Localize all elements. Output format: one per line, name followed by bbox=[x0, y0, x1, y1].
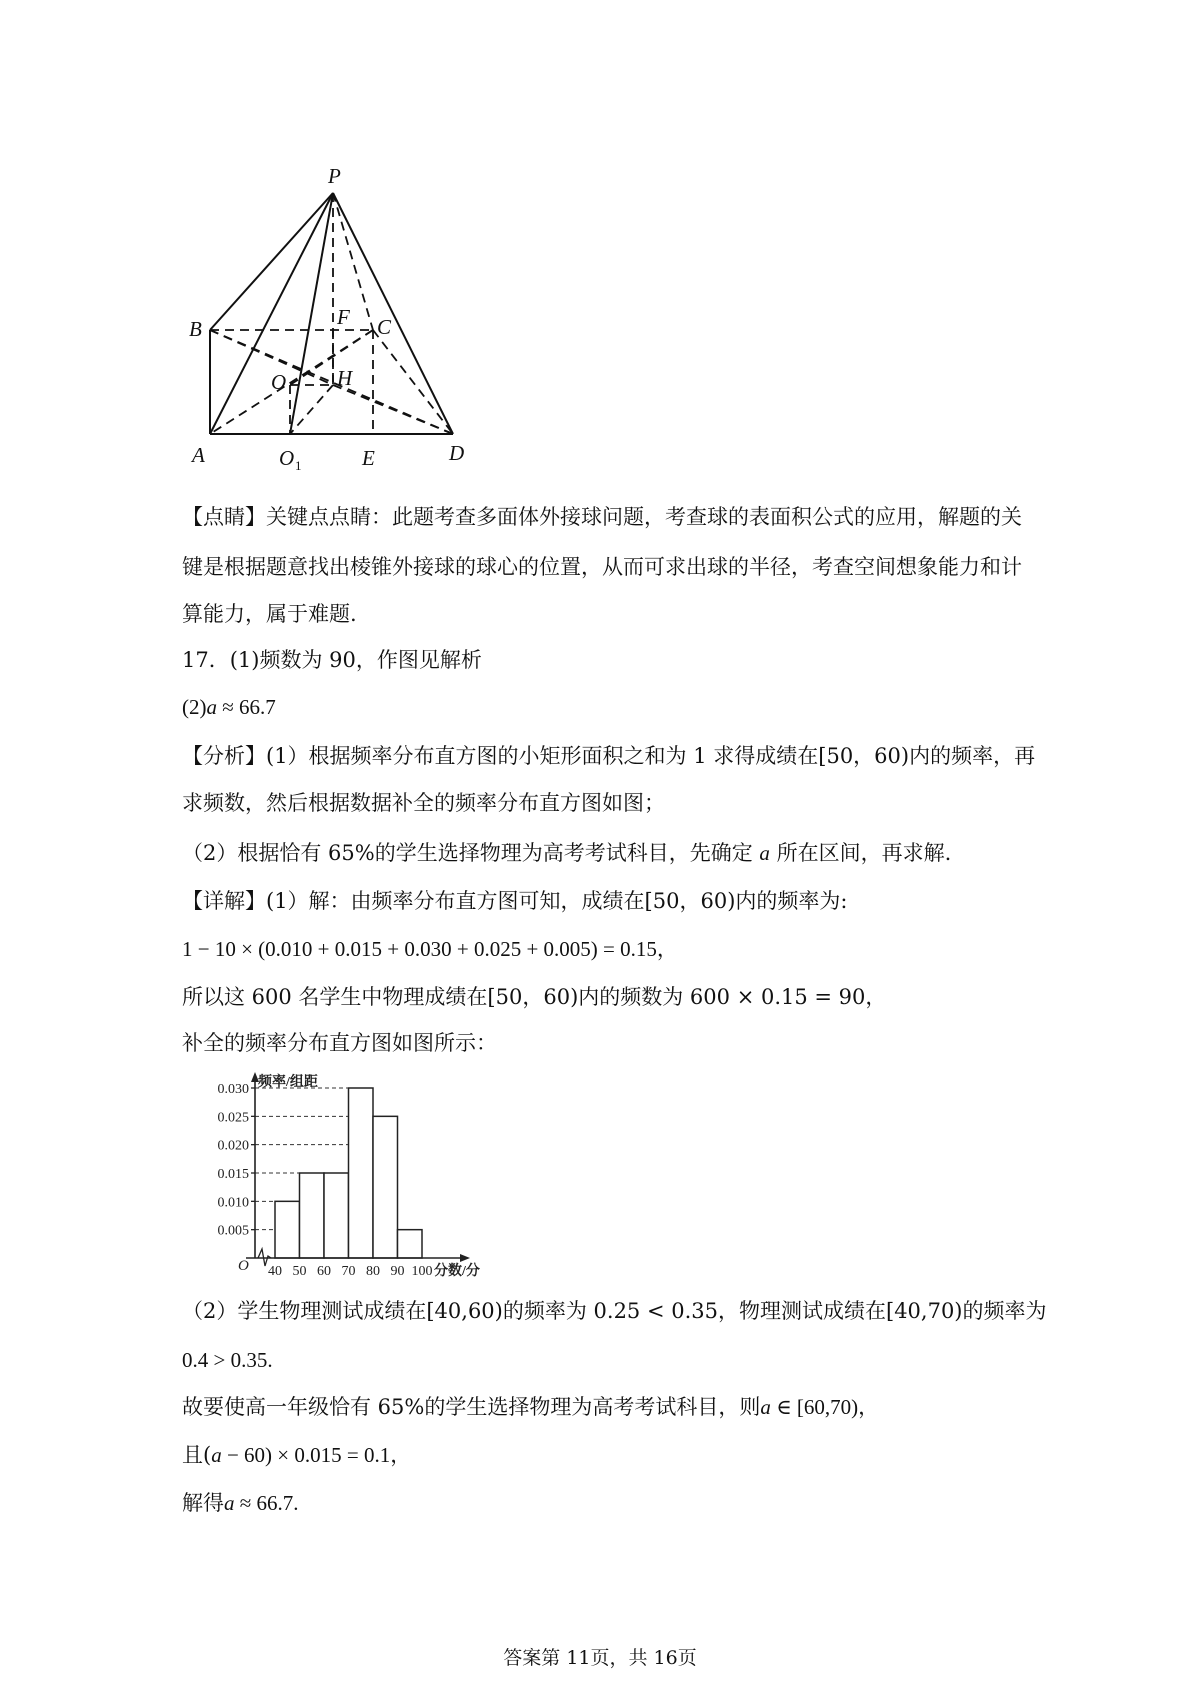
part2-line-5-post: ≈ 66.7. bbox=[234, 1491, 299, 1515]
x-axis-arrow bbox=[460, 1254, 470, 1262]
label-H: H bbox=[337, 366, 353, 390]
y-tick-label: 0.015 bbox=[217, 1167, 249, 1182]
fenxi-line-3-pre: （2）根据恰有 65%的学生选择物理为高考考试科目，先确定 bbox=[182, 841, 760, 865]
histogram-bar bbox=[275, 1201, 300, 1258]
part2-line-3-post: ∈ [60,70)， bbox=[770, 1395, 880, 1419]
dianjing-line-1: 【点睛】关键点点睛：此题考查多面体外接球问题，考查球的表面积公式的应用，解题的关 bbox=[182, 505, 1022, 529]
edge-PB bbox=[210, 193, 333, 330]
label-F: F bbox=[337, 305, 350, 329]
origin-label: O bbox=[238, 1258, 249, 1274]
xiangjie-equation: 1 − 10 × (0.010 + 0.015 + 0.030 + 0.025 + 0.005) = 0.15， bbox=[182, 937, 678, 961]
label-O1-subscript: 1 bbox=[295, 458, 302, 473]
label-B: B bbox=[189, 317, 202, 341]
part2-line-3-pre: 故要使高一年级恰有 65%的学生选择物理为高考考试科目，则 bbox=[182, 1395, 761, 1419]
part2-line-5-pre: 解得 bbox=[182, 1491, 224, 1515]
label-C: C bbox=[377, 315, 392, 339]
label-D: D bbox=[449, 441, 465, 465]
x-tick-labels bbox=[268, 1264, 433, 1279]
histogram-bar bbox=[398, 1230, 423, 1258]
edge-PO1 bbox=[290, 193, 333, 434]
x-tick-label: 70 bbox=[341, 1264, 356, 1279]
dianjing-line-2: 键是根据题意找出棱锥外接球的球心的位置，从而可求出球的半径，考查空间想象能力和计 bbox=[182, 555, 1022, 579]
xiangjie-line-3: 所以这 600 名学生中物理成绩在[50，60)内的频数为 600 × 0.15 = 90， bbox=[182, 985, 887, 1009]
histogram-bar bbox=[300, 1173, 325, 1258]
frequency-histogram bbox=[180, 1068, 520, 1283]
part2-line-3-var: a bbox=[760, 1395, 771, 1419]
y-tick-label: 0.020 bbox=[217, 1138, 249, 1154]
dianjing-line-3: 算能力，属于难题. bbox=[182, 602, 357, 626]
edge-CD bbox=[373, 330, 453, 434]
fenxi-line-3-post: 所在区间，再求解. bbox=[769, 841, 952, 865]
fenxi-line-1: 【分析】(1）根据频率分布直方图的小矩形面积之和为 1 求得成绩在[50，60)内的频率，再 bbox=[182, 744, 1036, 768]
histogram-bar bbox=[324, 1173, 349, 1258]
label-O: O bbox=[271, 370, 287, 394]
y-tick-label: 0.025 bbox=[217, 1110, 249, 1126]
edge-PA bbox=[210, 193, 333, 434]
xiangjie-line-1: 【详解】(1）解：由频率分布直方图可知，成绩在[50，60)内的频率为: bbox=[182, 889, 848, 913]
x-tick-label: 100 bbox=[411, 1264, 433, 1279]
edge-HD bbox=[333, 385, 453, 434]
answer-17-part2-var: a bbox=[206, 695, 217, 719]
x-tick-label: 50 bbox=[292, 1264, 307, 1279]
histogram-bar bbox=[373, 1116, 398, 1258]
edge-PD bbox=[333, 193, 453, 434]
y-axis-label: 频率/组距 bbox=[258, 1075, 318, 1090]
x-tick-label: 40 bbox=[268, 1264, 282, 1279]
part2-line-4-post: − 60) × 0.015 = 0.1， bbox=[221, 1443, 412, 1467]
part2-line-4-var: a bbox=[211, 1443, 222, 1467]
part2-line-4-pre: 且( bbox=[182, 1443, 212, 1467]
fenxi-line-3 bbox=[182, 838, 951, 868]
x-tick-label: 80 bbox=[366, 1264, 380, 1279]
answer-17-part2-value: ≈ 66.7 bbox=[217, 695, 276, 719]
label-O1: O bbox=[279, 446, 295, 470]
x-tick-label: 60 bbox=[317, 1264, 331, 1279]
fenxi-line-2: 求频数，然后根据数据补全的频率分布直方图如图； bbox=[182, 791, 665, 815]
part2-line-4 bbox=[182, 1440, 411, 1470]
part2-line-3 bbox=[182, 1392, 879, 1422]
edge-BD bbox=[210, 330, 453, 434]
y-tick-label: 0.030 bbox=[217, 1082, 249, 1097]
part2-line-2: 0.4 > 0.35. bbox=[182, 1348, 273, 1372]
fenxi-line-3-var: a bbox=[759, 841, 770, 865]
xiangjie-line-4: 补全的频率分布直方图如图所示： bbox=[182, 1031, 497, 1055]
label-A: A bbox=[192, 443, 205, 467]
answer-17-part2 bbox=[182, 692, 276, 722]
x-axis-label: 分数/分 bbox=[434, 1264, 480, 1279]
x-tick-label: 90 bbox=[390, 1264, 405, 1279]
part2-line-5 bbox=[182, 1488, 299, 1518]
y-tick-labels bbox=[218, 1082, 256, 1239]
histogram-bar bbox=[349, 1088, 374, 1258]
label-P: P bbox=[328, 164, 341, 188]
label-E: E bbox=[362, 446, 375, 470]
page-footer: 答案第 11页，共 16页 bbox=[503, 1647, 697, 1669]
part2-line-5-var: a bbox=[224, 1491, 235, 1515]
y-tick-label: 0.005 bbox=[217, 1223, 249, 1239]
part2-line-1: （2）学生物理测试成绩在[40,60)的频率为 0.25 < 0.35，物理测试成绩在[40,70)的频率为 bbox=[182, 1299, 1047, 1323]
answer-17-part2-prefix: (2) bbox=[182, 695, 207, 719]
pyramid-figure bbox=[180, 160, 480, 480]
edge-CO bbox=[290, 330, 373, 385]
y-tick-label: 0.010 bbox=[217, 1195, 249, 1211]
answer-17-part1: 17．(1)频数为 90，作图见解析 bbox=[182, 648, 482, 672]
